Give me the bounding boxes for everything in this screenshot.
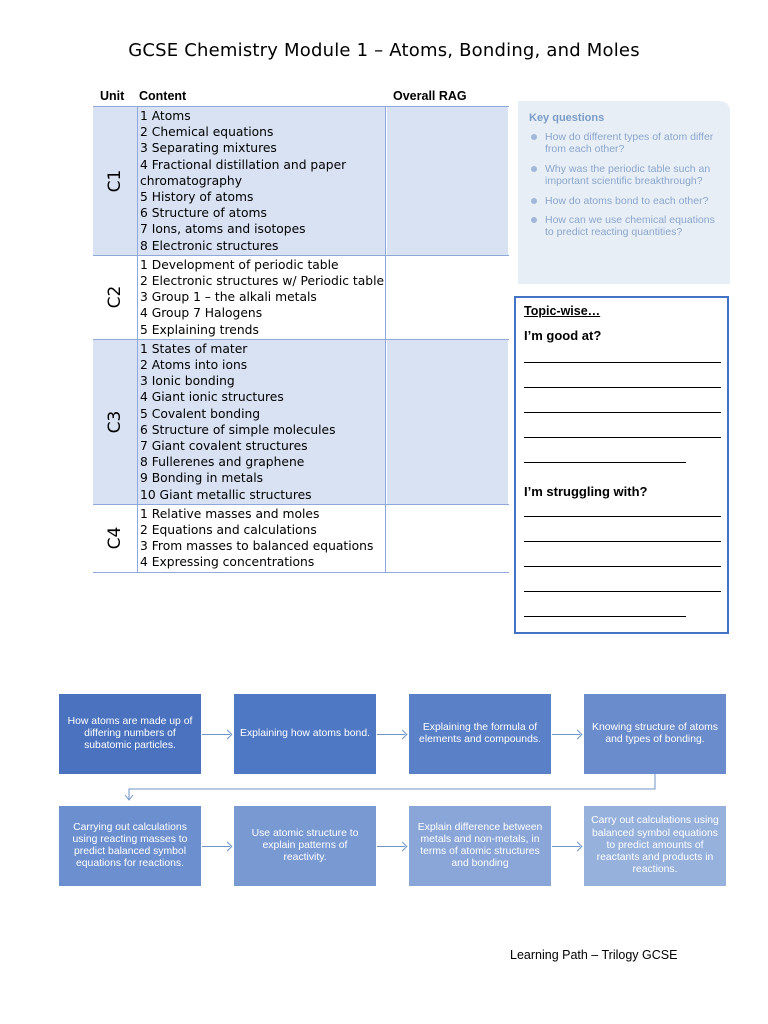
key-question-item: Why was the periodic table such an important scientific breakthrough? (529, 163, 724, 188)
arrow-right-icon (552, 846, 580, 847)
topic-item: 10 Giant metallic structures (140, 487, 312, 502)
key-question-item: How can we use chemical equations to predict reacting quantities? (529, 214, 724, 239)
content-cell (138, 256, 386, 339)
path-step-3: Explaining the formula of elements and compounds. (409, 694, 551, 774)
topic-item: 8 Electronic structures (140, 238, 279, 253)
arrow-right-icon (552, 734, 580, 735)
page-title: GCSE Chemistry Module 1 – Atoms, Bonding, and Moles (128, 40, 640, 61)
topic-item: 7 Giant covalent structures (140, 439, 308, 454)
bullet-icon (531, 217, 537, 223)
good-at-line-1[interactable] (524, 362, 721, 363)
bullet-icon (531, 134, 537, 140)
topic-wise-box (514, 296, 729, 634)
key-question-item: How do different types of atom differ from each other? (529, 131, 724, 156)
topic-item: 5 History of atoms (140, 190, 254, 205)
topic-item: 8 Fullerenes and graphene (140, 455, 305, 470)
bullet-icon (531, 198, 537, 204)
arrow-right-icon (202, 846, 230, 847)
unit-label: C4 (104, 526, 125, 550)
topic-item: 6 Structure of atoms (140, 206, 267, 221)
arrow-right-icon (377, 734, 405, 735)
bullet-icon (531, 166, 537, 172)
struggling-line-1[interactable] (524, 516, 721, 517)
header-content: Content (139, 89, 187, 103)
topic-item: 2 Atoms into ions (140, 358, 248, 373)
unit-label: C2 (104, 285, 125, 309)
unit-label: C1 (104, 169, 125, 193)
topic-item: 5 Covalent bonding (140, 406, 261, 421)
topic-item: 9 Bonding in metals (140, 471, 264, 486)
topic-item: 1 States of mater (140, 341, 248, 356)
table-bottom-border (93, 572, 509, 573)
topic-item: 2 Chemical equations (140, 125, 274, 140)
table-header (93, 86, 509, 106)
topic-item: 3 Ionic bonding (140, 374, 235, 389)
good-at-line-5[interactable] (524, 462, 686, 463)
topic-item: 1 Atoms (140, 109, 191, 123)
path-step-2: Explaining how atoms bond. (234, 694, 376, 774)
arrow-right-icon (377, 846, 405, 847)
content-cell (138, 107, 386, 255)
header-rag: Overall RAG (393, 89, 467, 103)
topic-item: 4 Group 7 Halogens (140, 306, 263, 321)
key-questions-panel (518, 101, 730, 284)
key-questions-list (529, 131, 724, 246)
struggling-line-3[interactable] (524, 566, 721, 567)
content-table (93, 86, 509, 573)
topic-item: 6 Structure of simple molecules (140, 422, 336, 437)
table-row-c2 (93, 255, 509, 339)
path-step-1: How atoms are made up of differing numbers of subatomic particles. (59, 694, 201, 774)
footer-text: Learning Path – Trilogy GCSE (510, 948, 678, 962)
path-step-8: Carry out calculations using balanced symbol equations to predict amounts of reactants and products in reactions. (584, 806, 726, 886)
struggling-label: I’m struggling with? (524, 484, 648, 499)
content-cell (138, 340, 386, 504)
path-step-7: Explain difference between metals and non-metals, in terms of atomic structures and bonding (409, 806, 551, 886)
struggling-line-5[interactable] (524, 616, 686, 617)
topic-item: 1 Relative masses and moles (140, 506, 320, 521)
topic-item: 2 Electronic structures w/ Periodic table (140, 274, 385, 289)
topic-item: 3 Separating mixtures (140, 141, 277, 156)
table-row-c3 (93, 339, 509, 504)
key-question-item: How do atoms bond to each other? (529, 195, 724, 207)
unit-label: C3 (104, 410, 125, 434)
rag-cell[interactable] (387, 340, 508, 504)
struggling-line-2[interactable] (524, 541, 721, 542)
topic-item: 5 Explaining trends (140, 322, 259, 337)
topic-item: 3 From masses to balanced equations (140, 539, 374, 554)
topic-item: 3 Group 1 – the alkali metals (140, 290, 317, 305)
topic-item: 4 Fractional distillation and paper chromatography (140, 157, 347, 188)
good-at-line-3[interactable] (524, 412, 721, 413)
table-row-c4 (93, 504, 509, 572)
rag-cell[interactable] (387, 256, 508, 339)
content-cell (138, 505, 386, 572)
key-questions-title: Key questions (529, 112, 605, 124)
table-row-c1 (93, 106, 509, 255)
path-step-4: Knowing structure of atoms and types of bonding. (584, 694, 726, 774)
good-at-line-2[interactable] (524, 387, 721, 388)
arrow-right-icon (202, 734, 230, 735)
good-at-label: I’m good at? (524, 328, 602, 343)
path-step-6: Use atomic structure to explain patterns of reactivity. (234, 806, 376, 886)
rag-cell[interactable] (387, 505, 508, 572)
topic-item: 1 Development of periodic table (140, 257, 339, 272)
rag-cell[interactable] (387, 107, 508, 255)
connector-arrow-icon (120, 774, 660, 804)
topic-wise-title: Topic-wise… (524, 304, 601, 318)
topic-item: 2 Equations and calculations (140, 523, 317, 538)
struggling-line-4[interactable] (524, 591, 721, 592)
topic-item: 7 Ions, atoms and isotopes (140, 222, 306, 237)
good-at-line-4[interactable] (524, 437, 721, 438)
header-unit: Unit (100, 89, 125, 103)
path-step-5: Carrying out calculations using reacting masses to predict balanced symbol equations for reactions. (59, 806, 201, 886)
topic-item: 4 Expressing concentrations (140, 555, 315, 570)
topic-item: 4 Giant ionic structures (140, 390, 284, 405)
